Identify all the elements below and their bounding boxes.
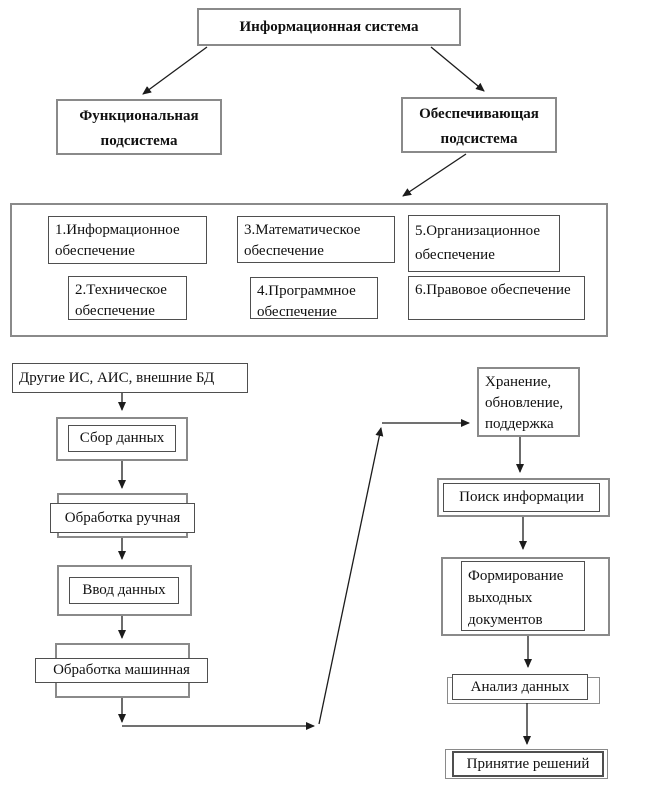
node-component-1 (48, 216, 207, 264)
node-component-1-label: 1.Информационное обеспечение (55, 222, 180, 259)
arrow-root-to-providing (431, 47, 484, 91)
node-data-entry-label: Ввод данных (82, 582, 166, 598)
arrow-providing-to-components (403, 154, 466, 196)
node-component-5 (408, 215, 560, 272)
node-component-4-label: 4.Программное обеспечение (257, 283, 356, 320)
node-data-entry (69, 577, 179, 604)
node-data-collection-label: Сбор данных (79, 430, 165, 446)
node-data-analysis (452, 674, 588, 700)
node-information-system-label: Информационная система (239, 18, 419, 35)
node-information-search (443, 483, 600, 512)
arrow-root-to-functional (143, 47, 207, 94)
node-output-documents-label: Формирование выходных документов (468, 568, 564, 628)
node-information-search-label: Поиск информации (459, 489, 584, 505)
node-storage-label: Хранение, обновление, поддержка (485, 374, 564, 432)
node-functional-subsystem-label: Функциональная подсистема (79, 108, 199, 149)
node-decision-making-label: Принятие решений (466, 755, 590, 772)
node-functional-subsystem (56, 99, 222, 155)
node-providing-subsystem (401, 97, 557, 153)
node-external-sources-label: Другие ИС, АИС, внешние БД (19, 369, 215, 386)
node-external-sources (12, 363, 248, 393)
node-decision-making (452, 751, 604, 777)
node-data-collection (68, 425, 176, 452)
node-component-2-label: 2.Техническое обеспечение (75, 282, 167, 319)
node-machine-processing (35, 658, 208, 683)
node-component-3 (237, 216, 395, 263)
node-component-2 (68, 276, 187, 320)
node-output-documents (461, 561, 585, 631)
node-component-4 (250, 277, 378, 319)
node-component-3-label: 3.Математическое обеспечение (244, 222, 361, 259)
arrow-diagonal-up (319, 428, 381, 724)
node-machine-processing-label: Обработка машинная (53, 662, 190, 678)
node-manual-processing-label: Обработка ручная (64, 509, 181, 526)
node-storage (477, 367, 580, 437)
node-providing-subsystem-label: Обеспечивающая подсистема (419, 106, 539, 147)
node-manual-processing (50, 503, 195, 533)
node-component-6-label: 6.Правовое обеспечение (415, 282, 571, 298)
node-component-5-label: 5.Организационное обеспечение (415, 223, 540, 263)
node-information-system (197, 8, 461, 46)
node-component-6 (408, 276, 585, 320)
node-data-analysis-label: Анализ данных (470, 678, 570, 695)
